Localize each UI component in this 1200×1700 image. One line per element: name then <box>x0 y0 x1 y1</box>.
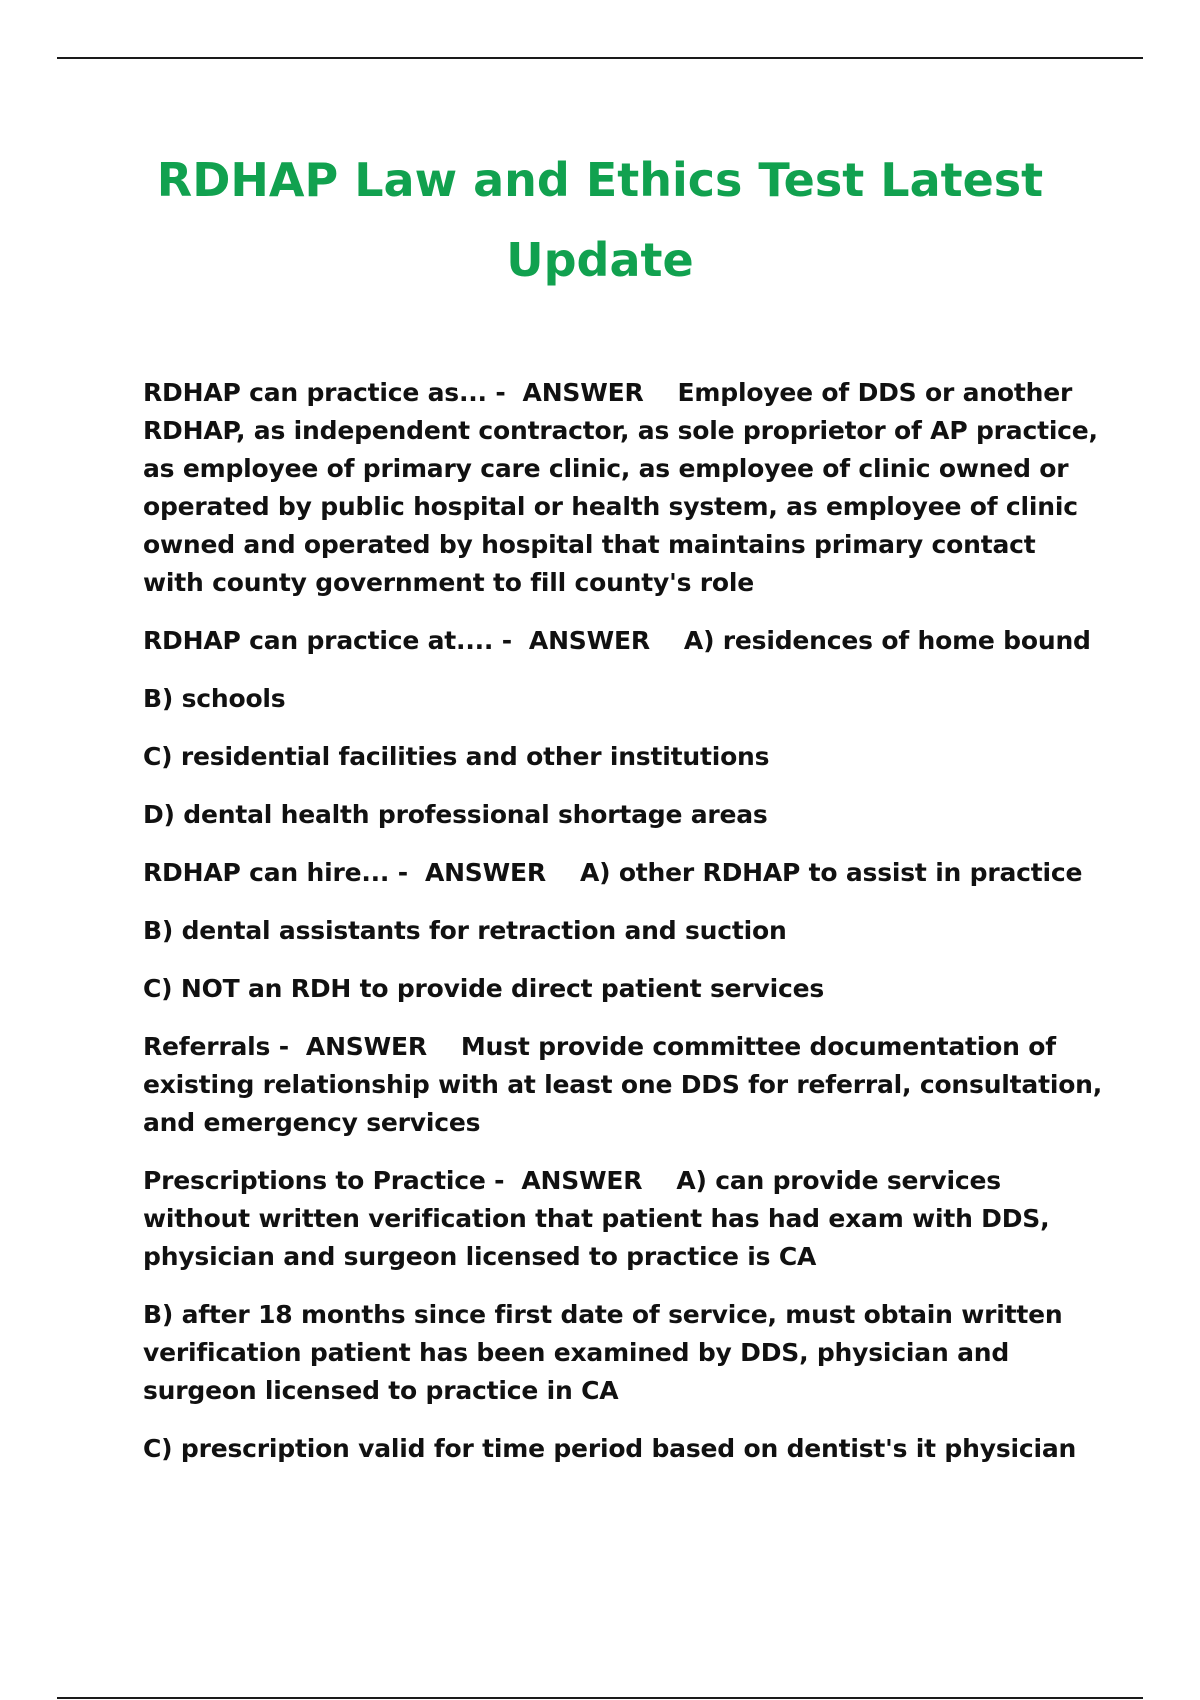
qa-entry <box>143 374 1103 602</box>
answer-label: ANSWER <box>305 1032 427 1061</box>
qa-entry <box>143 854 1103 892</box>
qa-entry <box>143 1028 1103 1142</box>
answer-continuation: C) prescription valid for time period based on dentist's it physician <box>143 1434 1077 1463</box>
answer-continuation: C) NOT an RDH to provide direct patient services <box>143 974 825 1003</box>
header-rule <box>57 57 1143 59</box>
answer-label: ANSWER <box>424 858 546 887</box>
answer-continuation: D) dental health professional shortage areas <box>143 800 768 829</box>
document-title: RDHAP Law and Ethics Test Latest Update <box>156 153 1044 287</box>
answer-label: ANSWER <box>521 1166 643 1195</box>
answer-label: ANSWER <box>528 626 650 655</box>
answer-text: A) can provide services without written verification that patient has had exam with DDS, physician and surgeon licensed to practice is CA <box>143 1166 1050 1271</box>
question-text: RDHAP can practice at.... - <box>143 626 521 655</box>
qa-entry <box>143 1162 1103 1276</box>
question-text: Prescriptions to Practice - <box>143 1166 513 1195</box>
answer-text: A) other RDHAP to assist in practice <box>579 858 1083 887</box>
answer-text: Must provide committee documentation of existing relationship with at least one DDS for referral, consultation, and emergency services <box>143 1032 1103 1137</box>
answer-continuation: B) after 18 months since first date of service, must obtain written verification patient has been examined by DDS, physician and surgeon licensed to practice in CA <box>143 1300 1063 1405</box>
answer-text: A) residences of home bound <box>683 626 1091 655</box>
qa-list <box>143 374 1103 1488</box>
question-text: RDHAP can hire... - <box>143 858 417 887</box>
answer-continuation: B) schools <box>143 684 286 713</box>
question-text: Referrals - <box>143 1032 298 1061</box>
qa-entry <box>143 622 1103 660</box>
answer-text: Employee of DDS or another RDHAP, as independent contractor, as sole proprietor of AP practice, as employee of primary care clinic, as employee of clinic owned or operated by public hospital or health system, as employee of clinic owned and operated by hospital that maintains primary contact with county government to fill county's role <box>143 378 1098 597</box>
answer-continuation: C) residential facilities and other institutions <box>143 742 770 771</box>
answer-label: ANSWER <box>522 378 644 407</box>
answer-continuation: B) dental assistants for retraction and suction <box>143 916 787 945</box>
question-text: RDHAP can practice as... - <box>143 378 515 407</box>
footer-rule <box>57 1697 1143 1699</box>
